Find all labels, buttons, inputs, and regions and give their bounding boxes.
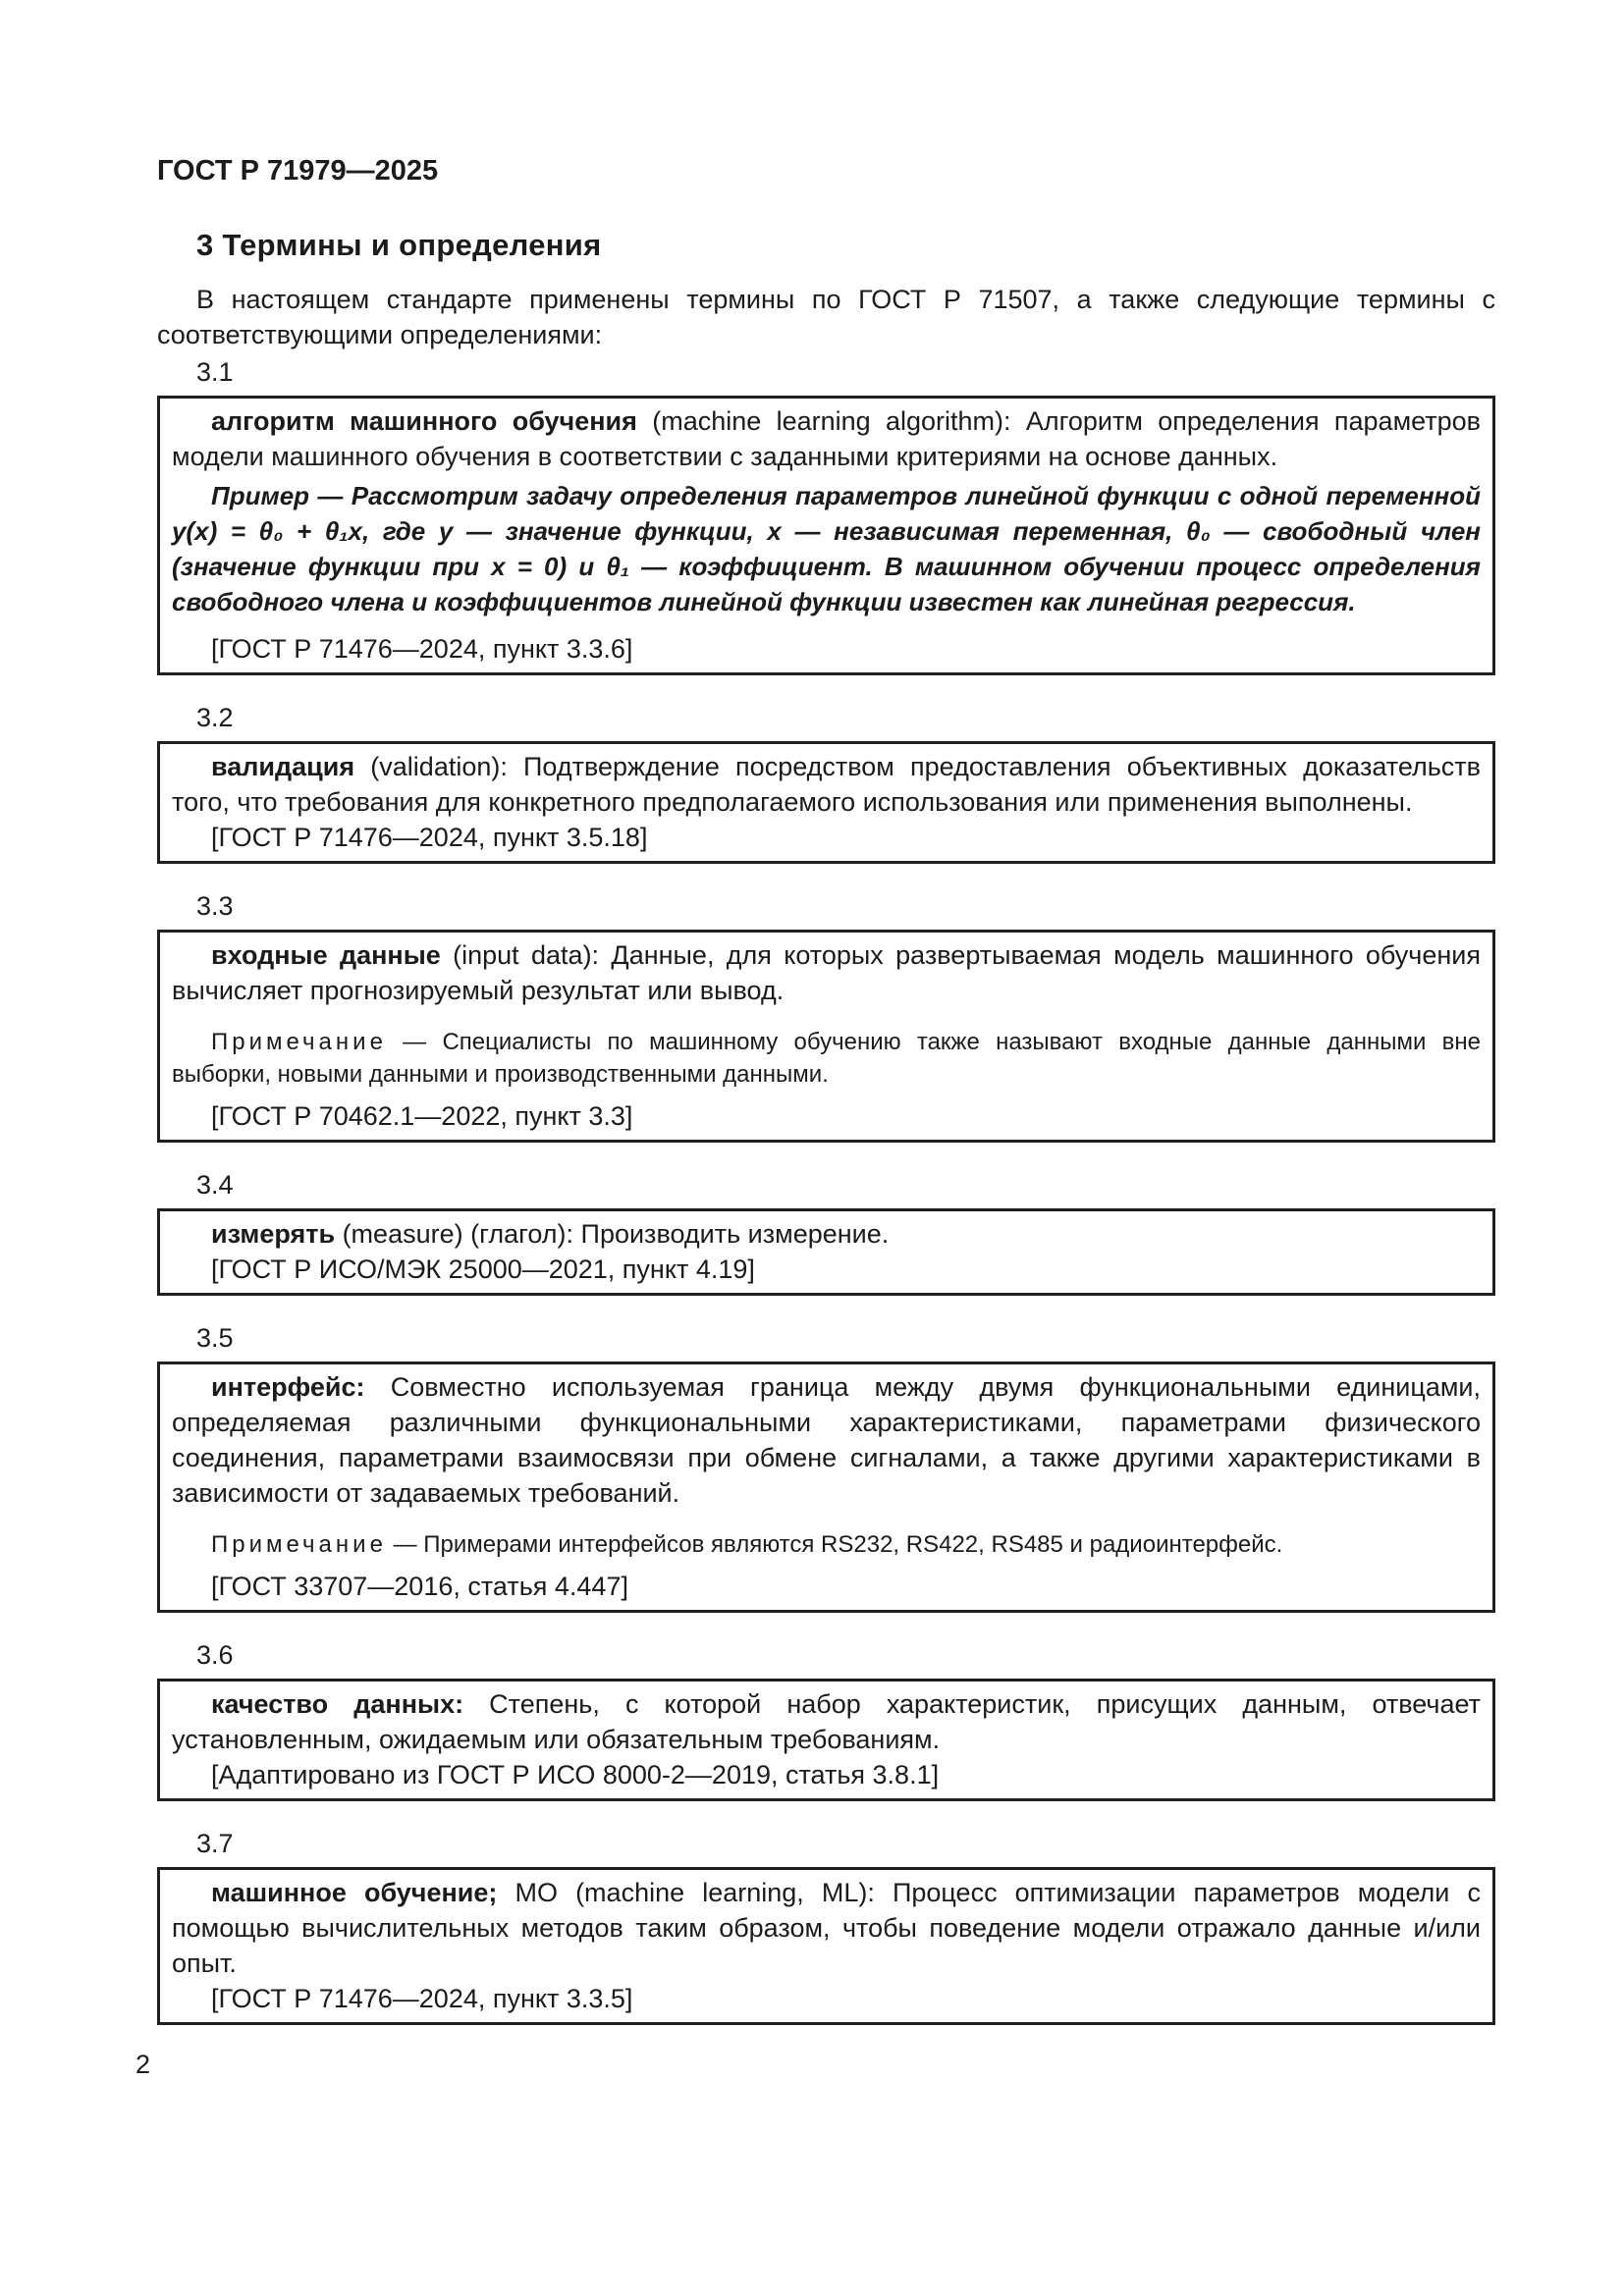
term-name: качество данных: bbox=[211, 1689, 464, 1719]
note-text: — Специалисты по машинному обучению также называют входные данные данными вне выборки, новыми данными и производственными данными. bbox=[172, 1029, 1481, 1088]
example-paragraph: Пример — Рассмотрим задачу определения параметров линейной функции с одной переменной y(x) = θ₀ + θ₁x, где y — значение функции, x — независимая переменная, θ₀ — свободный член (значение функции при x = 0) и θ₁ — коэффициент. В машинном обучении процесс определения свободного члена и коэффициентов линейной функции известен как линейная регрессия. bbox=[172, 481, 1481, 616]
term-box-3-5 bbox=[157, 1362, 1495, 1613]
source-reference: [ГОСТ Р ИСО/МЭК 25000—2021, пункт 4.19] bbox=[211, 1255, 755, 1284]
section-title: 3 Термины и определения bbox=[196, 228, 602, 262]
term-number-3-3: 3.3 bbox=[196, 891, 234, 921]
source-reference: [ГОСТ Р 70462.1—2022, пункт 3.3] bbox=[211, 1101, 633, 1131]
term-name: алгоритм машинного обучения bbox=[211, 406, 637, 436]
note-label: Примечание bbox=[211, 1531, 387, 1558]
term-number-3-6: 3.6 bbox=[196, 1640, 234, 1670]
term-definition bbox=[172, 403, 1481, 474]
source-reference: [ГОСТ Р 71476—2024, пункт 3.3.5] bbox=[211, 1984, 633, 2013]
term-name: машинное обучение; bbox=[211, 1878, 498, 1907]
source-reference: [ГОСТ 33707—2016, статья 4.447] bbox=[211, 1572, 628, 1601]
term-number-3-5: 3.5 bbox=[196, 1323, 234, 1353]
note-paragraph bbox=[172, 1528, 1481, 1561]
term-name: входные данные bbox=[211, 940, 441, 970]
source-reference: [Адаптировано из ГОСТ Р ИСО 8000-2—2019, статья 3.8.1] bbox=[211, 1760, 940, 1789]
page-number: 2 bbox=[135, 2050, 151, 2079]
term-number-3-4: 3.4 bbox=[196, 1170, 234, 1200]
term-definition-text: Совместно используемая граница между двумя функциональными единицами, определяемая различными функциональными характеристиками, параметрами физического соединения, параметрами взаимосвязи при обмене сигналами, а также другими характеристиками в зависимости от задаваемых требований. bbox=[172, 1372, 1481, 1508]
term-definition-text: (validation): Подтверждение посредством предоставления объективных доказательств того, что требования для конкретного предполагаемого использования или применения выполнены. bbox=[172, 752, 1481, 817]
term-definition bbox=[172, 749, 1481, 820]
term-definition-text: Степень, с которой набор характеристик, присущих данным, отвечает установленным, ожидаемым или обязательным требованиям. bbox=[172, 1689, 1481, 1754]
term-number-3-7: 3.7 bbox=[196, 1829, 234, 1858]
term-definition bbox=[172, 1369, 1481, 1511]
term-box-3-3 bbox=[157, 930, 1495, 1143]
term-name: валидация bbox=[211, 752, 355, 781]
term-definition bbox=[172, 937, 1481, 1008]
term-box-3-4 bbox=[157, 1208, 1495, 1296]
term-box-3-2 bbox=[157, 741, 1495, 864]
term-definition bbox=[172, 1216, 1481, 1252]
term-definition-text: (input data): Данные, для которых развертываемая модель машинного обучения вычисляет прогнозируемый результат или вывод. bbox=[172, 940, 1482, 1005]
note-label: Примечание bbox=[211, 1029, 387, 1055]
term-box-3-7 bbox=[157, 1867, 1495, 2025]
term-definition-text: (machine learning algorithm): Алгоритм определения параметров модели машинного обучения в соответствии с заданными критериями на основе данных. bbox=[172, 406, 1482, 471]
term-box-3-6 bbox=[157, 1679, 1495, 1801]
term-number-3-1: 3.1 bbox=[196, 357, 234, 387]
note-paragraph bbox=[172, 1026, 1481, 1091]
term-definition bbox=[172, 1686, 1481, 1757]
intro-paragraph: В настоящем стандарте применены термины по ГОСТ Р 71507, а также следующие термины с соответствующими определениями: bbox=[157, 285, 1495, 349]
term-definition-text: (measure) (глагол): Производить измерение. bbox=[335, 1219, 890, 1249]
term-box-3-1 bbox=[157, 396, 1495, 675]
source-reference: [ГОСТ Р 71476—2024, пункт 3.5.18] bbox=[211, 823, 648, 852]
term-name: измерять bbox=[211, 1219, 336, 1249]
term-number-3-2: 3.2 bbox=[196, 703, 234, 732]
term-name: интерфейс: bbox=[211, 1372, 365, 1402]
note-text: — Примерами интерфейсов являются RS232, RS422, RS485 и радиоинтерфейс. bbox=[386, 1531, 1283, 1558]
term-definition bbox=[172, 1875, 1481, 1981]
doc-code-header: ГОСТ Р 71979—2025 bbox=[157, 155, 439, 187]
source-reference: [ГОСТ Р 71476—2024, пункт 3.3.6] bbox=[211, 634, 633, 664]
term-definition-text: МО (machine learning, ML): Процесс оптимизации параметров модели с помощью вычислительных методов таким образом, чтобы поведение модели отражало данные и/или опыт. bbox=[172, 1878, 1481, 1978]
